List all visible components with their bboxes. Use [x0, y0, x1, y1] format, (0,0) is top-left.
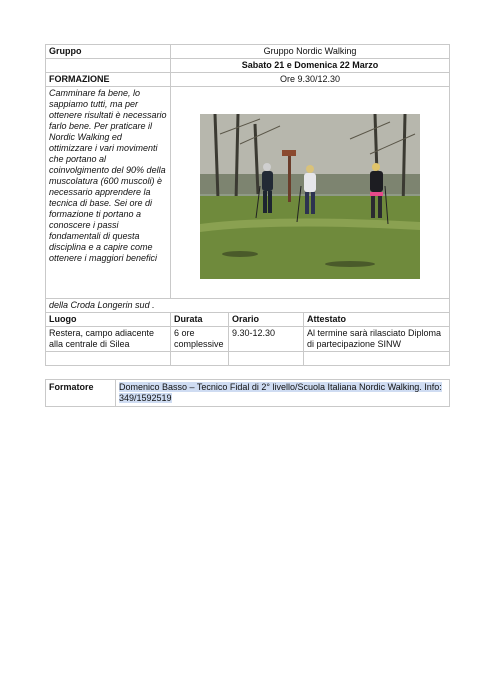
value-luogo: Restera, campo adiacente alla centrale di Silea [46, 327, 171, 352]
training-time: Ore 9.30/12.30 [171, 73, 450, 87]
spacer-cell [171, 352, 229, 366]
spacer-cell [46, 352, 171, 366]
empty-cell [46, 59, 171, 73]
training-label: FORMAZIONE [46, 73, 171, 87]
header-luogo: Luogo [46, 313, 171, 327]
value-durata: 6 ore complessive [171, 327, 229, 352]
photo-cell [171, 87, 450, 299]
dates-value: Sabato 21 e Domenica 22 Marzo [171, 59, 450, 73]
spacer-cell [229, 352, 304, 366]
nordic-walking-photo [200, 114, 420, 279]
training-row [46, 73, 450, 87]
description-text: Camminare fa bene, lo sappiamo tutti, ma per ottenere risultati è necessario farlo bene. Per praticare il Nordic Walking ed ottimizzare i vari movimenti che portano al coinvolgimento del 90% della muscolatura (600 muscoli) è necessario apprendere la tecnica di base. Sei ore di formazione ti portano a conoscere i passi fondamentali di questa disciplina e a capire come ottenere i maggiori benefici [46, 87, 171, 299]
formatore-table [45, 379, 450, 407]
group-value: Gruppo Nordic Walking [171, 45, 450, 59]
header-orario: Orario [229, 313, 304, 327]
formatore-cell [116, 380, 450, 407]
info-values-row [46, 327, 450, 352]
info-header-row [46, 313, 450, 327]
header-attestato: Attestato [304, 313, 450, 327]
spacer-cell [304, 352, 450, 366]
group-label: Gruppo [46, 45, 171, 59]
value-orario: 9.30-12.30 [229, 327, 304, 352]
spacer-row [46, 352, 450, 366]
description-row [46, 87, 450, 299]
event-table [45, 44, 450, 366]
description-tail-row [46, 299, 450, 313]
value-attestato: Al termine sarà rilasciato Diploma di partecipazione SINW [304, 327, 450, 352]
dates-row [46, 59, 450, 73]
group-row [46, 45, 450, 59]
formatore-row [46, 380, 450, 407]
formatore-value: Domenico Basso – Tecnico Fidal di 2° livello/Scuola Italiana Nordic Walking. Info: 349/1592519 [119, 382, 442, 403]
header-durata: Durata [171, 313, 229, 327]
description-tail: della Croda Longerin sud . [46, 299, 450, 313]
formatore-label: Formatore [46, 380, 116, 407]
